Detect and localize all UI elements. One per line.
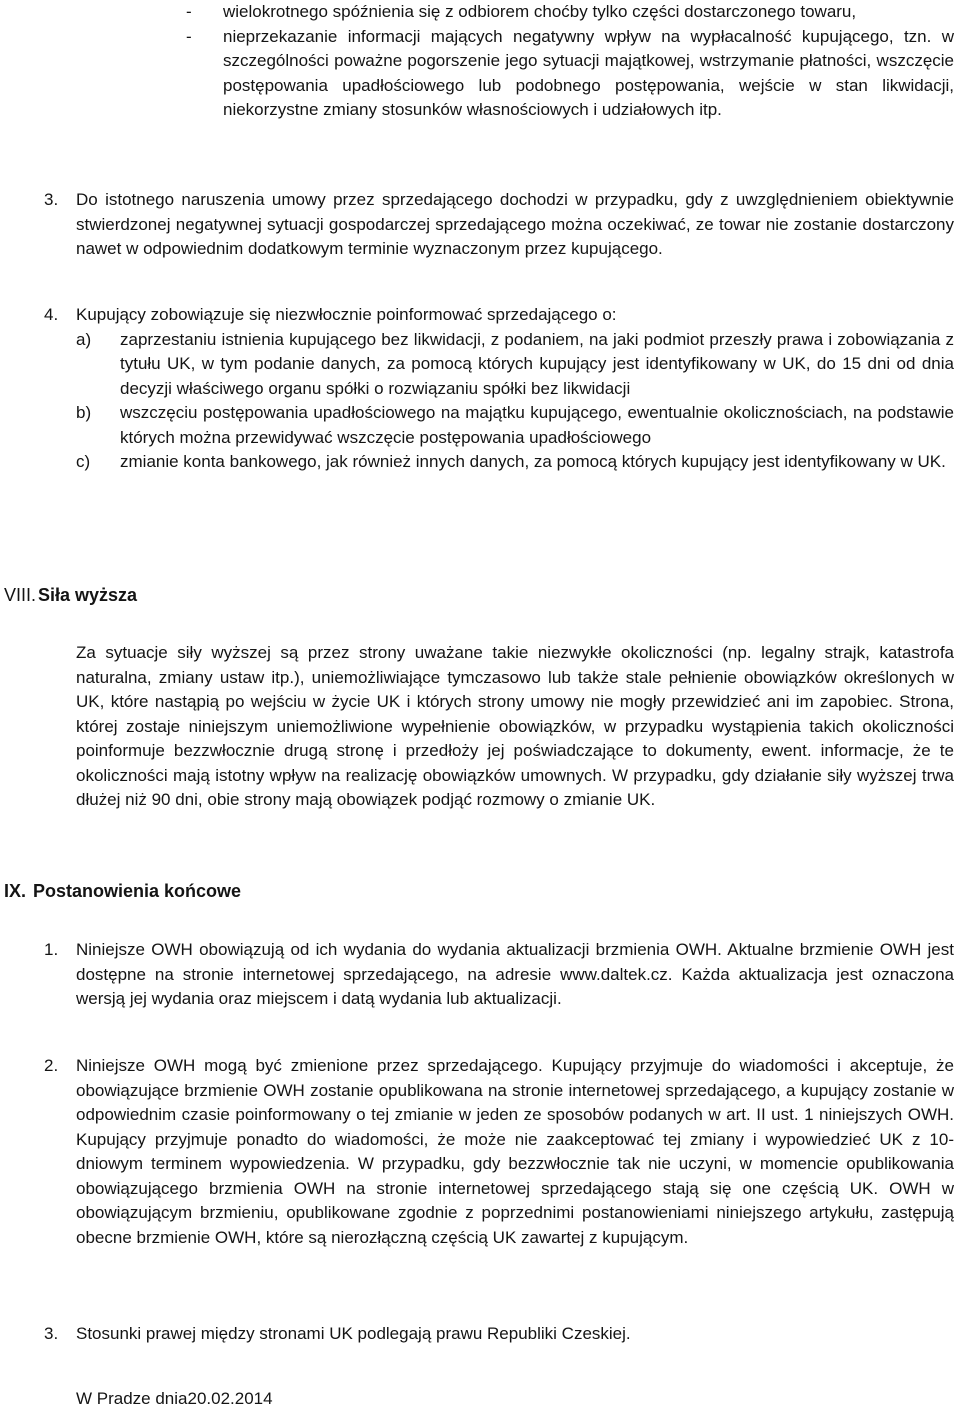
clause-number: 3.: [44, 190, 59, 209]
dash-bullet: -: [186, 26, 192, 46]
clause-intro: Kupujący zobowiązuje się niezwłocznie poinformować sprzedającego o:: [76, 305, 617, 324]
item-letter: a): [76, 329, 92, 349]
clause-number: 1.: [44, 940, 59, 959]
list-item: [76, 450, 954, 475]
final-clause-2: [44, 1054, 954, 1250]
section-number: IX.: [4, 881, 27, 901]
list-item: [186, 0, 954, 25]
final-clause-3: [44, 1322, 954, 1347]
list-item: [186, 25, 954, 123]
list-item-text: wszczęciu postępowania upadłościowego na majątku kupującego, ewentualnie okolicznościach, na podstawie których można przewidywać wszczęcie postępowania upadłościowego: [120, 403, 954, 447]
list-item: [76, 401, 954, 450]
list-item-text: nieprzekazanie informacji mających negatywny wpływ na wypłacalność kupującego, tzn. w szczególności poważne pogorszenie jego sytuacji majątkowej, wstrzymanie płatności, wszczęcie postępowania upadłościowego lub podobnego postępowania, wejście w stan likwidacji, niekorzystne zmiany stosunków własnościowych i udziałowych itp.: [223, 26, 954, 119]
clause-point-3: [44, 188, 954, 262]
dash-bullet: -: [186, 2, 192, 21]
list-item-text: zmianie konta bankowego, jak również innych danych, za pomocą których kupujący jest identyfikowany w UK.: [120, 452, 946, 471]
clause-text: Niniejsze OWH mogą być zmienione przez sprzedającego. Kupujący przyjmuje do wiadomości i akceptuje, że obowiązujące brzmienie OWH zostanie opublikowana na stronie internetowej sprzedającego, a kupujący zostanie w odpowiednim czasie poinformowany o tej zmianie w jeden ze sposobów podanych w art. II ust. 1 niniejszych OWH. Kupujący przyjmuje ponadto do wiadomości, że może nie zaakceptować tej zmiany i wypowiedzieć UK z 10-dniowym terminem wypowiedzenia. W przypadku, gdy bezzwłocznie tak nie uczyni, w momencie opublikowania obowiązującego brzmienia OWH na stronie internetowej sprzedającego stają się one częścią UK. OWH w obowiązującym brzmieniu, opublikowane zgodnie z poprzednimi postanowieniami niniejszego artykułu, zastępują obecne brzmienie OWH, które są nierozłączną częścią UK zawartej z kupującym.: [76, 1056, 954, 1247]
obligations-dash-list: [186, 0, 954, 123]
list-item-text: zaprzestaniu istnienia kupującego bez likwidacji, z podaniem, na jaki podmiot przeszły prawa i zobowiązania z tytułu UK, w tym podanie danych, za pomocą których kupujący jest identyfikowany w UK, do 15 dni od dnia decyzji właściwego organu spółki o rozwiązaniu spółki bez likwidacji: [120, 329, 954, 398]
list-item: [76, 328, 954, 402]
force-majeure-paragraph: Za sytuacje siły wyższej są przez strony uważane takie niezwykłe okoliczności (np. legalny strajk, katastrofa naturalna, zmiany ustaw itp.), uniemożliwiające tymczasowo lub także stale pełnienie obowiązków określonych w UK, które nastąpią po wejściu w życie UK i których strony umowy nie mogły przewidzieć ani im zapobiec. Strona, której zostaje niniejszym uniemożliwione wypełnienie obowiązków, w przypadku wystąpienia takich okoliczności poinformuje bezzwłocznie drugą stronę i przedłoży jej poświadczające to dokumenty, ewent. informacje, że te okoliczności mają istotny wpływ na realizację obowiązków umownych. W przypadku, gdy działanie siły wyższej trwa dłużej niż 90 dni, obie strony mają obowiązek podjąć rozmowy o zmianie UK.: [76, 643, 954, 809]
clause-number: 3.: [44, 1324, 59, 1343]
clause-text: Stosunki prawej między stronami UK podlegają prawu Republiki Czeskiej.: [76, 1324, 631, 1343]
clause-number: 2.: [44, 1056, 59, 1075]
item-letter: b): [76, 403, 92, 422]
section-number: VIII.: [4, 585, 37, 605]
list-item-text: wielokrotnego spóźnienia się z odbiorem choćby tylko części dostarczonego towaru,: [223, 2, 857, 21]
section-title: Postanowienia końcowe: [33, 881, 242, 901]
section-title: Siła wyższa: [38, 585, 138, 605]
clause-point-4: [44, 303, 954, 475]
clause-text: Niniejsze OWH obowiązują od ich wydania do wydania aktualizacji brzmienia OWH. Aktualne brzmienie OWH jest dostępne na stronie internetowej sprzedającego, na adresie www.daltek.cz. Każda aktualizacja jest oznaczona wersją jej wydania oraz miejscem i datą wydania lub aktualizacji.: [76, 940, 954, 1008]
clause-text: Do istotnego naruszenia umowy przez sprzedającego dochodzi w przypadku, gdy z uwzględnieniem obiektywnie stwierdzonej negatywnej sytuacji gospodarczej sprzedającego można oczekiwać, ze towar nie zostanie dostarczony nawet w odpowiednim dodatkowym terminie wyznaczonym przez kupującego.: [76, 190, 954, 258]
item-letter: c): [76, 452, 91, 471]
section-heading-ix: [4, 879, 241, 903]
section-heading-viii: [4, 583, 137, 607]
clause-number: 4.: [44, 305, 59, 324]
place-and-date: W Pradze dnia20.02.2014: [76, 1389, 273, 1408]
final-clause-1: [44, 938, 954, 1012]
